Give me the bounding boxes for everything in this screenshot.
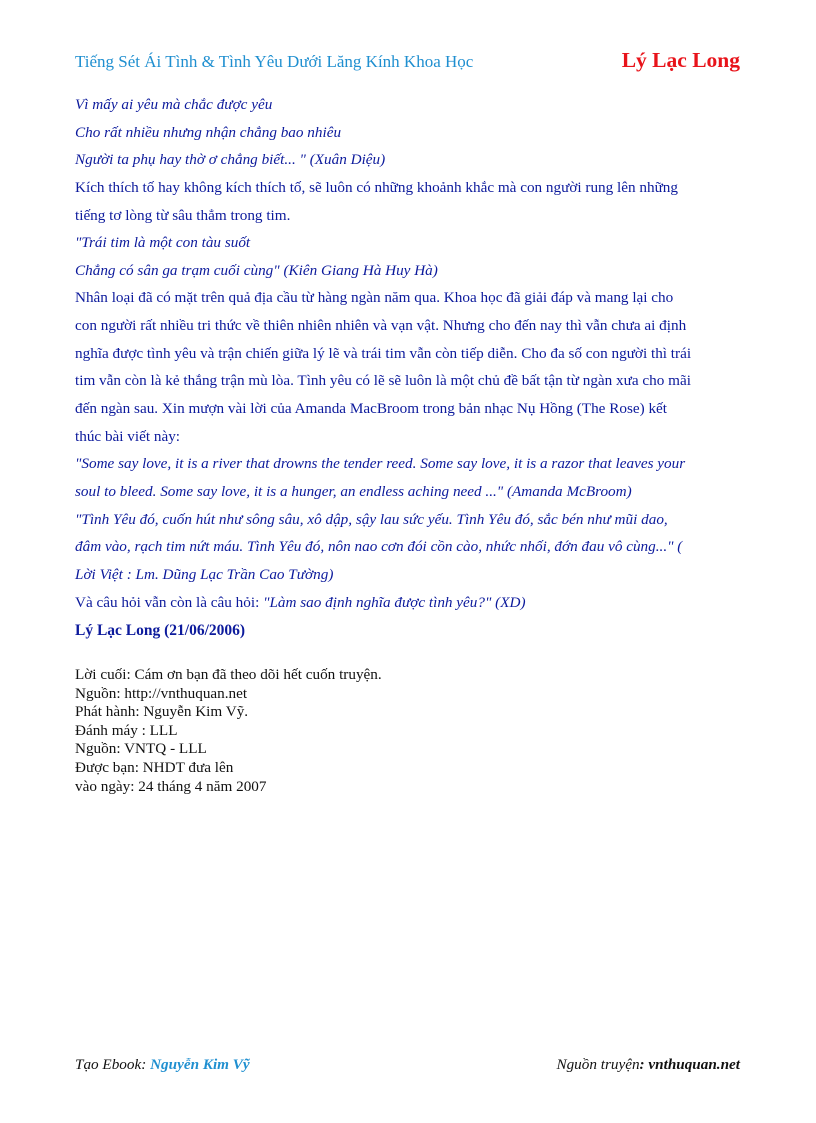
paragraph-line: nghĩa được tình yêu và trận chiến giữa lý lẽ và trái tim vẫn còn tiếp diễn. Cho đa số con người thì trái [75, 344, 692, 362]
paragraph-line: đến ngàn sau. Xin mượn vài lời của Amanda MacBroom trong bản nhạc Nụ Hồng (The Rose) kết [75, 400, 668, 418]
closing-question: "Làm sao định nghĩa được tình yêu?" (XD) [263, 593, 526, 611]
quote-line: "Tình Yêu đó, cuốn hút như sông sâu, xô dập, sậy lau sức yếu. Tình Yêu đó, sắc bén như mũi dao, [75, 510, 668, 528]
book-title: Tiếng Sét Ái Tình & Tình Yêu Dưới Lăng Kính Khoa Học [75, 52, 474, 71]
closing-line [75, 589, 745, 617]
article-body [75, 91, 745, 645]
paragraph-line: con người rất nhiều tri thức về thiên nhiên nhiên và vạn vật. Nhưng cho đến nay thì vẫn chưa ai định [75, 317, 687, 335]
source-separator: : [639, 1056, 649, 1073]
quote-line: đâm vào, rạch tim nứt máu. Tình Yêu đó, nôn nao cơn đói cồn cào, nhức nhối, đớn đau vô cùng..." ( [75, 538, 683, 556]
signature: Lý Lạc Long (21/06/2006) [75, 622, 246, 640]
author-name: Lý Lạc Long [621, 48, 740, 72]
paragraph-line: Nhân loại đã có mặt trên quả địa cầu từ hàng ngàn năm qua. Khoa học đã giải đáp và mang lại cho [75, 289, 674, 307]
quote-line: Lời Việt : Lm. Dũng Lạc Trần Cao Tường) [75, 565, 334, 583]
paragraph-line: thúc bài viết này: [75, 427, 181, 445]
paragraph-line: tiếng tơ lòng từ sâu thẳm trong tim. [75, 206, 291, 224]
end-note-line: Lời cuối: Cám ơn bạn đã theo dõi hết cuốn truyện. [75, 666, 382, 683]
poem-line: Chẳng có sân ga trạm cuối cùng" (Kiên Giang Hà Huy Hà) [75, 261, 438, 279]
poem-line: "Trái tim là một con tàu suốt [75, 234, 251, 252]
closing-text: Và câu hỏi vẫn còn là câu hỏi: [75, 593, 264, 611]
quote-line: "Some say love, it is a river that drowns the tender reed. Some say love, it is a razor that leaves your [75, 455, 686, 473]
end-notes [75, 666, 382, 796]
end-note-line: Phát hành: Nguyễn Kim Vỹ. [75, 703, 249, 721]
paragraph-line: Kích thích tố hay không kích thích tố, sẽ luôn có những khoảnh khắc mà con người rung lên những [75, 178, 678, 196]
source-label: Nguồn truyện [556, 1056, 640, 1073]
quote-line: soul to bleed. Some say love, it is a hunger, an endless aching need ..." (Amanda McBroom) [75, 482, 632, 500]
end-note-line: Được bạn: NHDT đưa lên [75, 758, 234, 776]
page-header [75, 48, 740, 78]
source-site: vnthuquan.net [648, 1056, 740, 1073]
footer-ebook-credit [75, 1056, 250, 1074]
ebook-editor: Nguyễn Kim Vỹ [150, 1056, 250, 1073]
end-note-line: Nguồn: VNTQ - LLL [75, 740, 207, 758]
ebook-separator: : [141, 1056, 151, 1073]
end-note-line: Nguồn: http://vnthuquan.net [75, 684, 248, 702]
ebook-label: Tạo Ebook [75, 1056, 142, 1073]
footer-source [556, 1056, 740, 1074]
poem-line: Người ta phụ hay thờ ơ chẳng biết... " (Xuân Diệu) [75, 151, 386, 169]
end-note-line: vào ngày: 24 tháng 4 năm 2007 [75, 777, 267, 795]
paragraph-line: tim vẫn còn là kẻ thắng trận mù lòa. Tình yêu có lẽ sẽ luôn là một chủ đề bất tận từ ngàn xưa cho mãi [75, 372, 691, 390]
poem-line: Vì mấy ai yêu mà chắc được yêu [75, 96, 273, 113]
end-note-line: Đánh máy : LLL [75, 721, 178, 739]
poem-line: Cho rất nhiều nhưng nhận chẳng bao nhiêu [75, 123, 342, 141]
